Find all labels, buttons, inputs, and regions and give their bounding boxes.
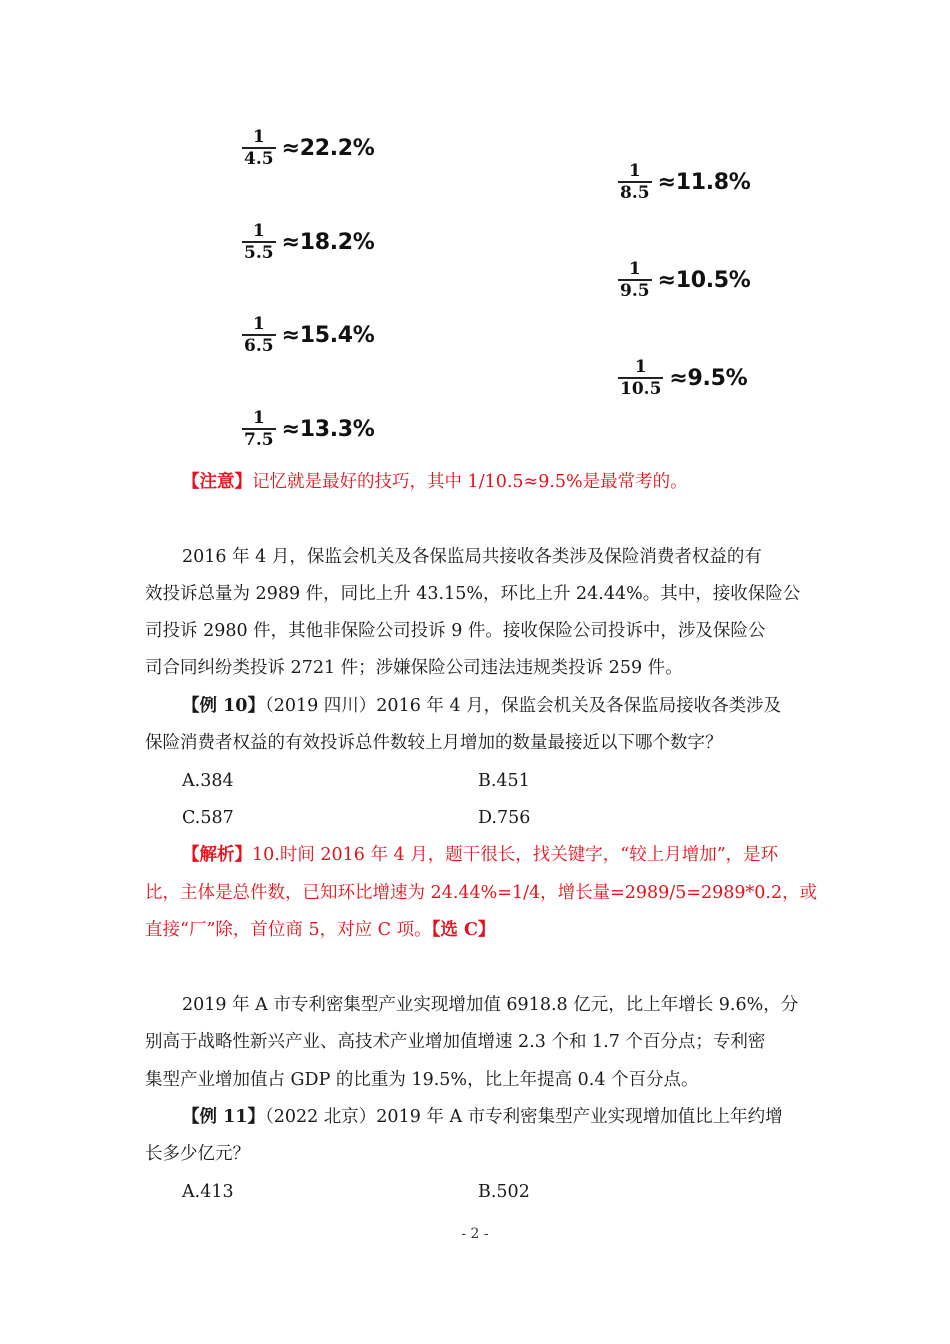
fraction-4-5: $\frac{1}{4.5}$ ≈22.2% <box>244 127 375 169</box>
example-11-tag: 【例 11】 <box>182 1107 265 1127</box>
note-tag: 【注意】 <box>182 472 252 492</box>
fraction-9-5: $\frac{1}{9.5}$ ≈10.5% <box>620 259 751 301</box>
section1-paragraph-line: 司投诉 2980 件，其他非保险公司投诉 9 件。接收保险公司投诉中，涉及保险公 <box>145 621 766 641</box>
analysis-line: 比，主体是总件数，已知环比增速为 24.44%=1/4，增长量=2989/5=2989*0.2，或 <box>145 883 818 903</box>
fraction-8-5: $\frac{1}{8.5}$ ≈11.8% <box>620 161 751 203</box>
note-text: 记忆就是最好的技巧，其中 1/10.5≈9.5%是最常考的。 <box>252 472 688 492</box>
page-number: - 2 - <box>461 1226 489 1242</box>
analysis-line: 【解析】10.时间 2016 年 4 月，题干很长，找关键字，“较上月增加”，是环 <box>182 845 779 865</box>
section1-paragraph-line: 效投诉总量为 2989 件，同比上升 43.15%，环比上升 24.44%。其中，接收保险公 <box>145 584 801 604</box>
note-line <box>182 470 844 494</box>
option-a: A.413 <box>182 1182 234 1202</box>
option-b: B.502 <box>478 1182 530 1202</box>
example-10-tag: 【例 10】 <box>182 696 265 716</box>
section2-paragraph-line: 别高于战略性新兴产业、高技术产业增加值增速 2.3 个和 1.7 个百分点；专利密 <box>145 1032 766 1052</box>
option-a: A.384 <box>182 771 234 791</box>
example-10-question-line: 保险消费者权益的有效投诉总件数较上月增加的数量最接近以下哪个数字？ <box>145 733 723 753</box>
analysis-tag: 【解析】 <box>182 845 252 865</box>
fraction-5-5: $\frac{1}{5.5}$ ≈18.2% <box>244 221 375 263</box>
example-10-question: 【例 10】（2019 四川）2016 年 4 月，保监会机关及各保监局接收各类涉及 <box>182 696 782 716</box>
option-d: D.756 <box>478 808 531 828</box>
option-c: C.587 <box>182 808 234 828</box>
section2-paragraph-line: 集型产业增加值占 GDP 的比重为 19.5%，比上年提高 0.4 个百分点。 <box>145 1070 699 1090</box>
answer-tag: 【选 C】 <box>431 920 496 940</box>
fraction-7-5: $\frac{1}{7.5}$ ≈13.3% <box>244 408 375 450</box>
option-b: B.451 <box>478 771 530 791</box>
fraction-10-5: $\frac{1}{10.5}$ ≈9.5% <box>620 357 748 399</box>
section2-paragraph-line: 2019 年 A 市专利密集型产业实现增加值 6918.8 亿元，比上年增长 9.6%，分 <box>182 995 799 1015</box>
example-11-question-line: 长多少亿元？ <box>145 1144 250 1164</box>
example-11-question: 【例 11】（2022 北京）2019 年 A 市专利密集型产业实现增加值比上年约增 <box>182 1107 783 1127</box>
section1-paragraph-line: 2016 年 4 月，保监会机关及各保监局共接收各类涉及保险消费者权益的有 <box>182 547 762 567</box>
analysis-line: 直接“厂”除，首位商 5，对应 C 项。【选 C】 <box>145 920 496 940</box>
fraction-6-5: $\frac{1}{6.5}$ ≈15.4% <box>244 314 375 356</box>
section1-paragraph-line: 司合同纠纷类投诉 2721 件；涉嫌保险公司违法违规类投诉 259 件。 <box>145 658 683 678</box>
